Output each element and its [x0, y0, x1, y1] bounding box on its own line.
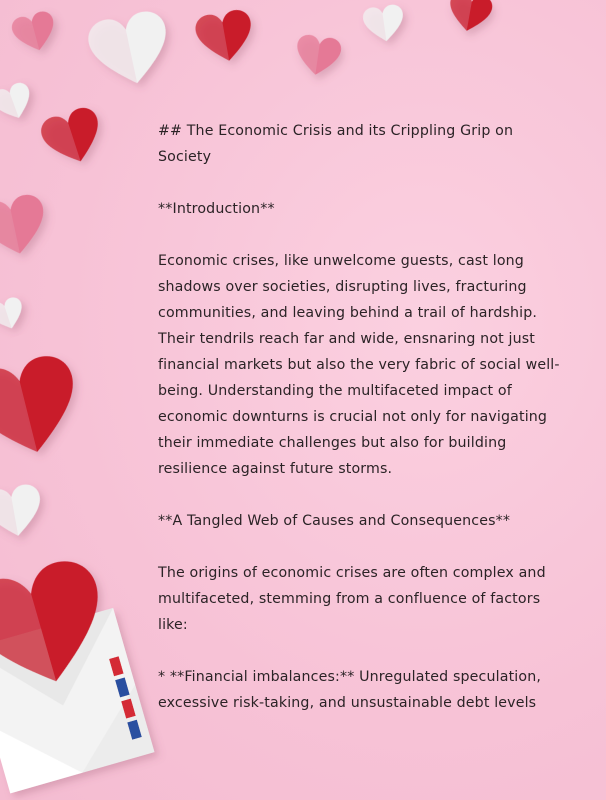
causes-paragraph: The origins of economic crises are often complex and multifaceted, stemming from a confluence of factors like: — [158, 565, 546, 633]
section-label-introduction: **Introduction** — [158, 201, 275, 217]
paper-heart-icon — [0, 350, 88, 464]
envelope-icon — [0, 551, 154, 794]
intro-paragraph: Economic crises, like unwelcome guests, cast long shadows over societies, disrupting lives, fracturing communities, and leaving behind a trail of hardship. Their tendrils reach far and wide, ensnaring not just financial markets but also the very fabric of social well-being. Understanding the multifaceted impact of economic downturns is crucial not only for navigating their immediate challenges but also for building resilience against future storms. — [158, 253, 560, 477]
paper-heart-icon — [294, 33, 343, 77]
paper-heart-icon — [362, 3, 407, 43]
paper-heart-icon — [85, 8, 176, 91]
bullet-item: * **Financial imbalances:** Unregulated speculation, excessive risk-taking, and unsustainable debt levels — [158, 669, 542, 711]
paper-heart-icon — [0, 80, 37, 124]
paper-heart-icon — [0, 192, 51, 260]
paper-heart-icon — [193, 8, 256, 66]
document-body — [158, 118, 568, 742]
paper-heart-icon — [446, 0, 494, 35]
paper-heart-icon — [0, 482, 46, 540]
document-heading: ## The Economic Crisis and its Crippling Grip on Society — [158, 123, 514, 165]
paper-heart-icon — [10, 9, 60, 56]
paper-heart-icon — [0, 295, 28, 333]
paper-heart-icon — [37, 104, 108, 170]
section-label-causes: **A Tangled Web of Causes and Consequences** — [158, 513, 511, 529]
